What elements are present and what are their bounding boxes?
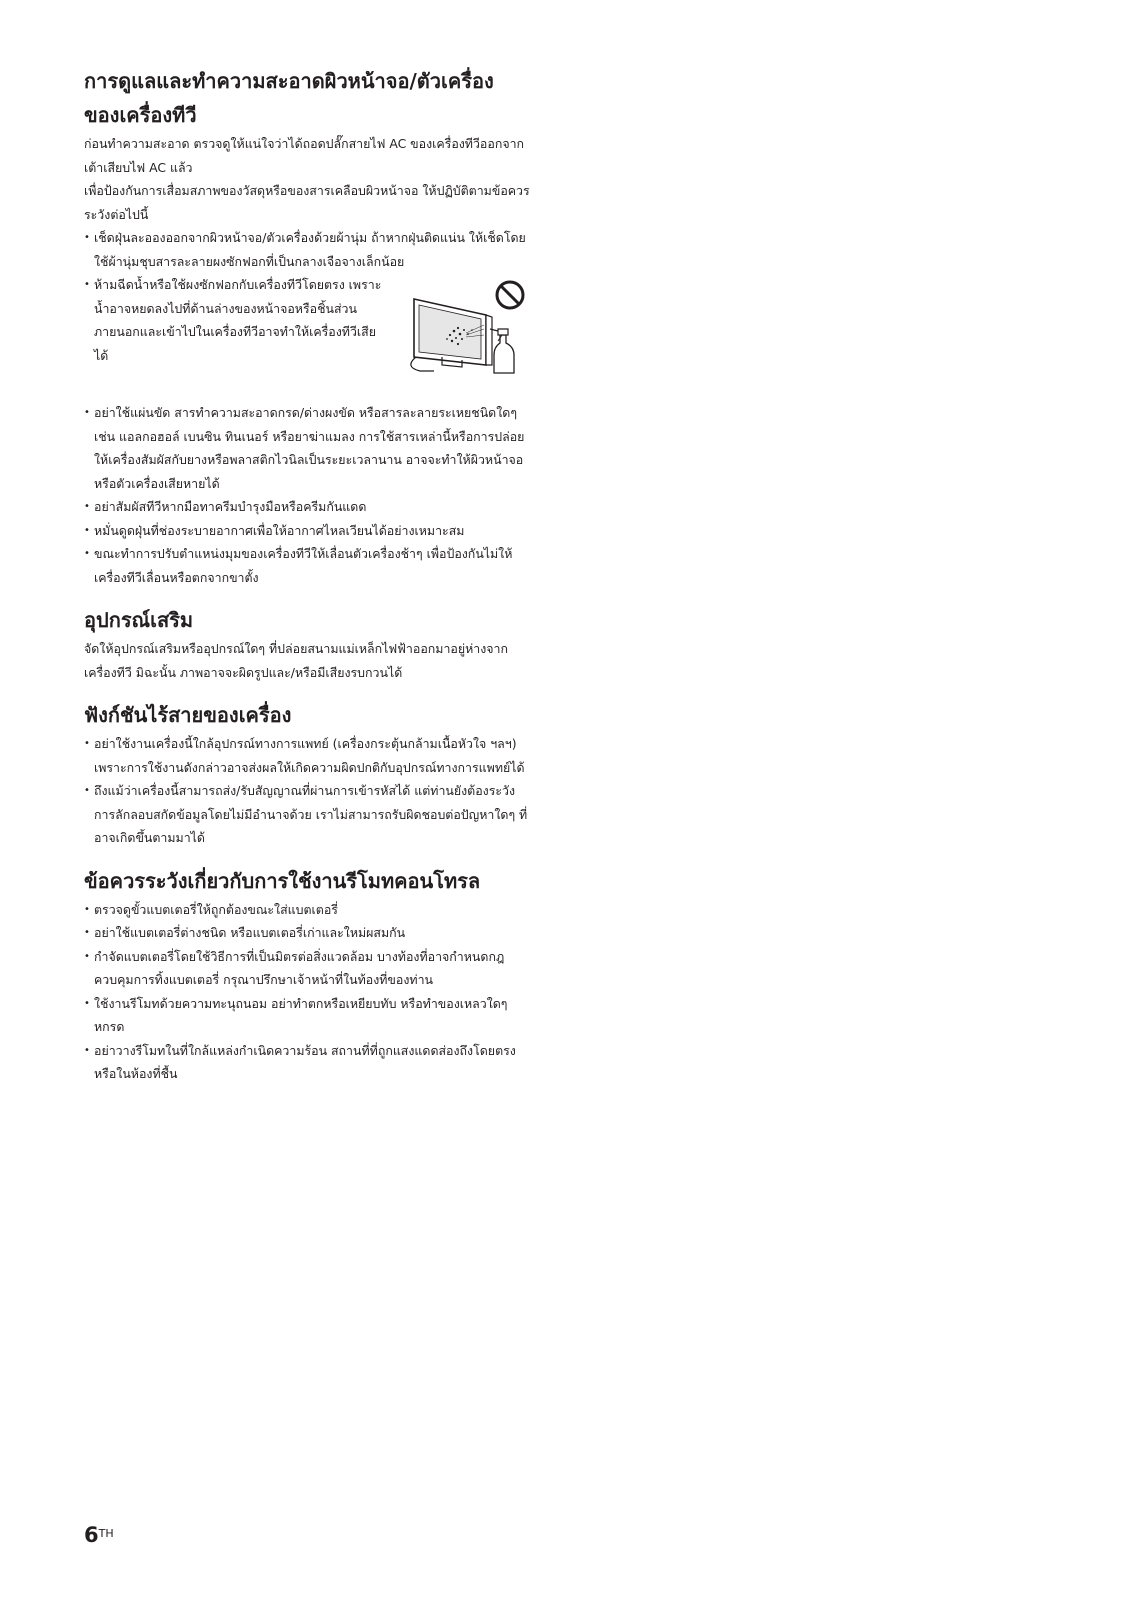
care-title [84,64,536,132]
care-bullet: • อย่าใช้แผ่นขัด สารทำความสะอาดกรด/ด่างผงขัด หรือสารละลายระเหยชนิดใดๆ เช่น แอลกอฮอล์ เบนซิน ทินเนอร์ หรือยาฆ่าแมลง การใช้สารเหล่านี้หรือการปล่อยให้เครื่องสัมผัสกับยางหรือพลาสติกไวนิลเป็นระยะเวลานาน อาจจะทำให้ผิวหน้าจอหรือตัวเครื่องเสียหายได้ [84,401,536,495]
remote-bullet: • กำจัดแบตเตอรี่โดยใช้วิธีการที่เป็นมิตรต่อสิ่งแวดล้อม บางท้องที่อาจกำหนดกฎควบคุมการทิ้งแบตเตอรี่ กรุณาปรึกษาเจ้าหน้าที่ในท้องที่ของท่าน [84,945,536,992]
page-number-value: 6 [84,1523,99,1547]
wireless-section [84,698,536,850]
wireless-title: ฟังก์ชันไร้สายของเครื่อง [84,703,292,727]
care-bullet-with-figure [84,273,536,401]
accessories-title: อุปกรณ์เสริม [84,608,194,632]
care-intro-2: เพื่อป้องกันการเสื่อมสภาพของวัสดุหรือของสารเคลือบผิวหน้าจอ ให้ปฏิบัติตามข้อควรระวังต่อไปนี้ [84,183,530,222]
accessories-body: จัดให้อุปกรณ์เสริมหรืออุปกรณ์ใดๆ ที่ปล่อยสนามแม่เหล็กไฟฟ้าออกมาอยู่ห่างจากเครื่องทีวี มิฉะนั้น ภาพอาจจะผิดรูปและ/หรือมีเสียงรบกวนได้ [84,641,508,680]
remote-bullet: • ใช้งานรีโมทด้วยความทะนุถนอม อย่าทำตกหรือเหยียบทับ หรือทำของเหลวใดๆ หกรด [84,992,536,1039]
care-bullet-text: • ห้ามฉีดน้ำหรือใช้ผงซักฟอกกับเครื่องทีวีโดยตรง เพราะน้ำอาจหยดลงไปที่ด้านล่างของหน้าจอหรือชิ้นส่วนภายนอกและเข้าไปในเครื่องทีวีอาจทำให้เครื่องทีวีเสียได้ [94,277,382,363]
care-intro-1: ก่อนทำความสะอาด ตรวจดูให้แน่ใจว่าได้ถอดปลั๊กสายไฟ AC ของเครื่องทีวีออกจากเต้าเสียบไฟ AC แล้ว [84,136,525,175]
remote-bullet-list [84,898,536,1086]
care-title-line2: ของเครื่องทีวี [84,103,197,127]
care-bullet: • เช็ดฝุ่นละอองออกจากผิวหน้าจอ/ตัวเครื่องด้วยผ้านุ่ม ถ้าหากฝุ่นติดแน่น ให้เช็ดโดยใช้ผ้านุ่มชุบสารละลายผงซักฟอกที่เป็นกลางเจือจางเล็กน้อย [84,226,536,273]
page-number [84,1522,114,1548]
no-spray-tv-icon [402,279,532,379]
remote-bullet: • อย่าวางรีโมทในที่ใกล้แหล่งกำเนิดความร้อน สถานที่ที่ถูกแสงแดดส่องถึงโดยตรง หรือในห้องที่ชื้น [84,1039,536,1086]
care-bullet-list [84,226,536,589]
accessories-section [84,603,536,684]
wireless-bullet: • ถึงแม้ว่าเครื่องนี้สามารถส่ง/รับสัญญาณที่ผ่านการเข้ารหัสได้ แต่ท่านยังต้องระวังการลักลอบสกัดข้อมูลโดยไม่มีอำนาจด้วย เราไม่สามารถรับผิดชอบต่อปัญหาใดๆ ที่อาจเกิดขึ้นตามมาได้ [84,779,536,850]
wireless-bullet: • อย่าใช้งานเครื่องนี้ใกล้อุปกรณ์ทางการแพทย์ (เครื่องกระตุ้นกล้ามเนื้อหัวใจ ฯลฯ) เพราะการใช้งานดังกล่าวอาจส่งผลให้เกิดความผิดปกติกับอุปกรณ์ทางการแพทย์ได้ [84,732,536,779]
care-title-line1: การดูแลและทำความสะอาดผิวหน้าจอ/ตัวเครื่อง [84,69,494,93]
wireless-bullet-list [84,732,536,850]
care-bullet: • อย่าสัมผัสทีวีหากมือทาครีมบำรุงมือหรือครีมกันแดด [84,495,536,519]
remote-section [84,864,536,1086]
care-section [84,64,536,589]
remote-title: ข้อควรระวังเกี่ยวกับการใช้งานรีโมทคอนโทรล [84,868,481,893]
page-content [84,64,536,1086]
page-language-suffix: TH [98,1527,114,1540]
care-bullet: • หมั่นดูดฝุ่นที่ช่องระบายอากาศเพื่อให้อากาศไหลเวียนได้อย่างเหมาะสม [84,519,536,543]
remote-bullet: • อย่าใช้แบตเตอรี่ต่างชนิด หรือแบตเตอรี่เก่าและใหม่ผสมกัน [84,921,536,945]
care-bullet: • ขณะทำการปรับตำแหน่งมุมของเครื่องทีวีให้เลื่อนตัวเครื่องช้าๆ เพื่อป้องกันไม่ให้เครื่องทีวีเลื่อนหรือตกจากขาตั้ง [84,542,536,589]
remote-bullet: • ตรวจดูขั้วแบตเตอรี่ให้ถูกต้องขณะใส่แบตเตอรี่ [84,898,536,922]
